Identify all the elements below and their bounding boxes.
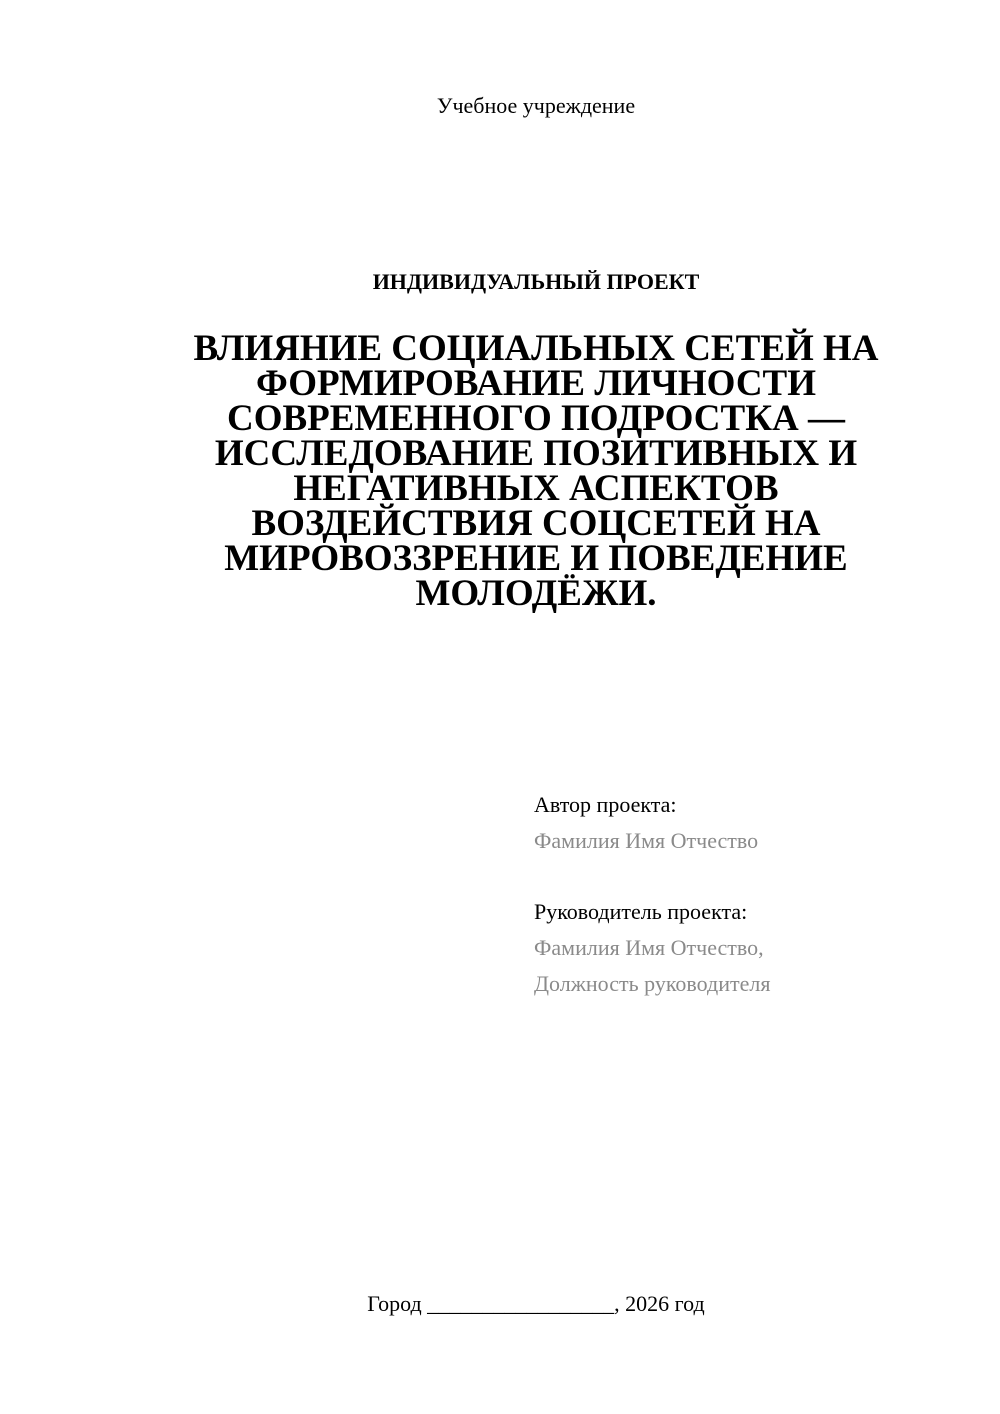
author-name: Фамилия Имя Отчество xyxy=(534,828,759,853)
institution-name: Учебное учреждение xyxy=(436,93,636,118)
author-label: Автор проекта: xyxy=(534,792,677,817)
supervisor-position: Должность руководителя xyxy=(534,971,771,996)
city-year-footer: Город _________________, 2026 год xyxy=(367,1291,705,1316)
project-title: ВЛИЯНИЕ СОЦИАЛЬНЫХ СЕТЕЙ НА ФОРМИРОВАНИЕ ЛИЧНОСТИ СОВРЕМЕННОГО ПОДРОСТКА — ИССЛЕДОВАНИЕ ПОЗИТИВНЫХ И НЕГАТИВНЫХ АСПЕКТОВ ВОЗДЕЙСТВИЯ СОЦСЕТЕЙ НА МИРОВОЗЗРЕНИЕ И ПОВЕДЕНИЕ МОЛОДЁЖИ. xyxy=(193,328,879,614)
supervisor-label: Руководитель проекта: xyxy=(534,899,748,924)
author-block xyxy=(534,787,758,859)
supervisor-name: Фамилия Имя Отчество, xyxy=(534,935,764,960)
supervisor-block xyxy=(534,894,770,1002)
project-type-heading: ИНДИВИДУАЛЬНЫЙ ПРОЕКТ xyxy=(372,269,700,294)
